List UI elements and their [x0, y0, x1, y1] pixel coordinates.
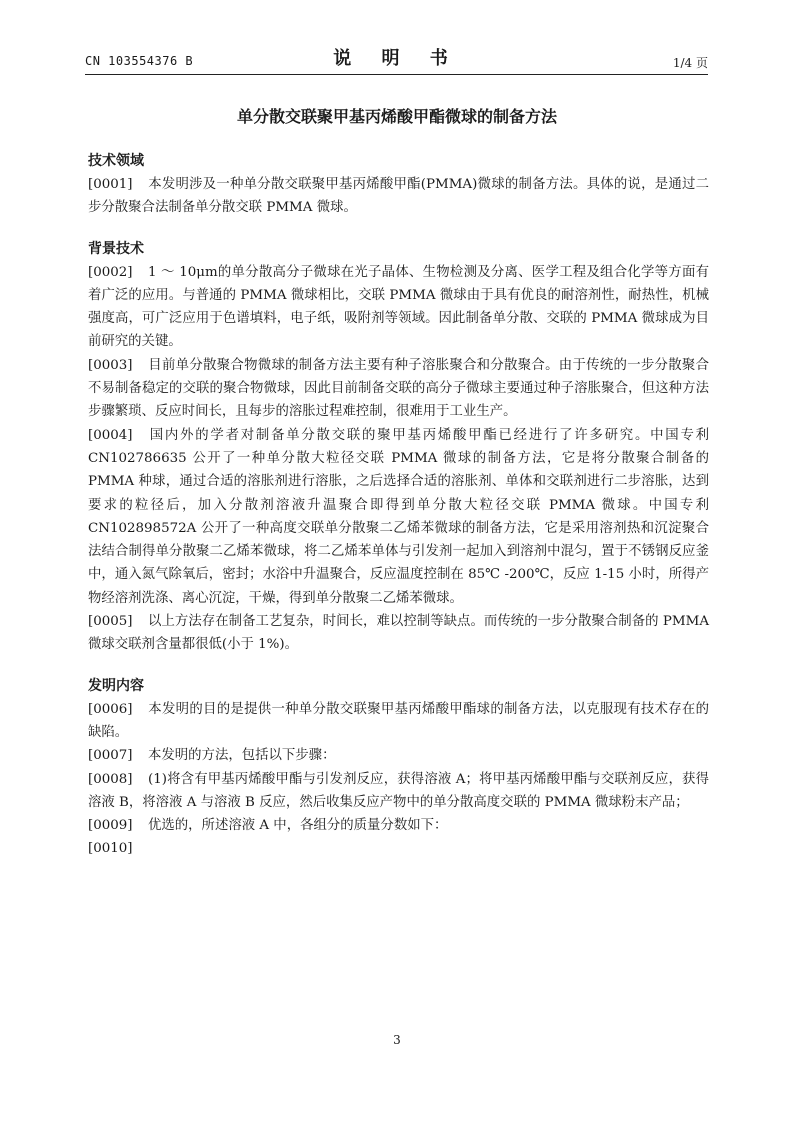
- paragraph-text: 以上方法存在制备工艺复杂，时间长，难以控制等缺点。而传统的一步分散聚合制备的 PMMA 微球交联剂含量都很低(小于 1%)。: [88, 614, 709, 653]
- paragraph-text: 本发明的方法，包括以下步骤：: [148, 748, 336, 764]
- paragraph-0004: [88, 424, 709, 610]
- paragraph-number: [0003]: [88, 357, 133, 373]
- document-title: 单分散交联聚甲基丙烯酸甲酯微球的制备方法: [236, 107, 557, 126]
- paragraph-0007: [88, 744, 709, 767]
- paragraph-text: 1 ～ 10μm的单分散高分子微球在光子晶体、生物检测及分离、医学工程及组合化学等方面有着广泛的应用。与普通的 PMMA 微球相比，交联 PMMA 微球由于具有优良的耐溶剂性，耐热性，机械强度高，可广泛应用于色谱填料，电子纸，吸附剂等领域。因此制备单分散、交联的 PMMA 微球成为目前研究的关键。: [88, 264, 709, 350]
- paragraph-0009: [88, 814, 709, 837]
- paragraph-number: [0006]: [88, 701, 133, 717]
- patent-number: CN 103554376 B: [85, 54, 194, 68]
- paragraph-0002: [88, 261, 709, 354]
- paragraph-0005: [88, 610, 709, 657]
- paragraph-number: [0002]: [88, 264, 133, 280]
- paragraph-number: [0007]: [88, 748, 133, 764]
- page-header: [85, 44, 708, 74]
- paragraph-text: 本发明涉及一种单分散交联聚甲基丙烯酸甲酯(PMMA)微球的制备方法。具体的说，是通过二步分散聚合法制备单分散交联 PMMA 微球。: [88, 177, 709, 216]
- paragraph-0008: [88, 768, 709, 815]
- paragraph-number: [0010]: [88, 841, 133, 857]
- paragraph-number: [0005]: [88, 614, 133, 630]
- page-number: 3: [393, 1033, 401, 1047]
- document-body: [88, 150, 709, 861]
- paragraph-number: [0004]: [88, 427, 133, 443]
- paragraph-text: 国内外的学者对制备单分散交联的聚甲基丙烯酸甲酯已经进行了许多研究。中国专利 CN102786635 公开了一种单分散大粒径交联 PMMA 微球的制备方法，它是将分散聚合制备的 PMMA 种球，通过合适的溶胀剂进行溶胀，之后选择合适的溶胀剂、单体和交联剂进行二步溶胀，达到要求的粒径后，加入分散剂溶液升温聚合即得到单分散大粒径交联 PMMA 微球。中国专利 CN102898572A 公开了一种高度交联单分散聚二乙烯苯微球的制备方法，它是采用溶剂热和沉淀聚合法结合制得单分散聚二乙烯苯微球，将二乙烯苯单体与引发剂一起加入到溶剂中混匀，置于不锈钢反应釜中，通入氮气除氧后，密封；水浴中升温聚合，反应温度控制在 85℃ -200℃，反应 1-15 小时，所得产物经溶剂洗涤、离心沉淀，干燥，得到单分散聚二乙烯苯微球。: [88, 427, 709, 606]
- paragraph-text: 目前单分散聚合物微球的制备方法主要有种子溶胀聚合和分散聚合。由于传统的一步分散聚合不易制备稳定的交联的聚合物微球，因此目前制备交联的高分子微球主要通过种子溶胀聚合，但这种方法步骤繁琐、反应时间长，且每步的溶胀过程难控制，很难用于工业生产。: [88, 357, 709, 420]
- paragraph-text: (1)将含有甲基丙烯酸甲酯与引发剂反应，获得溶液 A；将甲基丙烯酸甲酯与交联剂反应，获得溶液 B，将溶液 A 与溶液 B 反应，然后收集反应产物中的单分散高度交联的 PMMA 微球粉末产品；: [88, 771, 709, 810]
- paragraph-number: [0001]: [88, 177, 133, 192]
- paragraph-text: 优选的，所述溶液 A 中，各组分的质量分数如下：: [148, 818, 448, 834]
- paragraph-0001: [88, 173, 709, 220]
- page-indicator: 1/4 页: [672, 56, 708, 70]
- section-heading-summary: 发明内容: [88, 677, 144, 694]
- header-divider: [85, 74, 708, 75]
- section-heading-technical-field: 技术领域: [88, 153, 144, 169]
- paragraph-number: [0009]: [88, 818, 133, 834]
- paragraph-0010: [88, 837, 709, 860]
- paragraph-0006: [88, 698, 709, 745]
- paragraph-0003: [88, 354, 709, 424]
- section-label: 说 明 书: [333, 48, 460, 69]
- paragraph-text: 本发明的目的是提供一种单分散交联聚甲基丙烯酸甲酯球的制备方法，以克服现有技术存在的缺陷。: [88, 701, 709, 740]
- section-heading-background: 背景技术: [88, 240, 144, 257]
- paragraph-number: [0008]: [88, 771, 133, 787]
